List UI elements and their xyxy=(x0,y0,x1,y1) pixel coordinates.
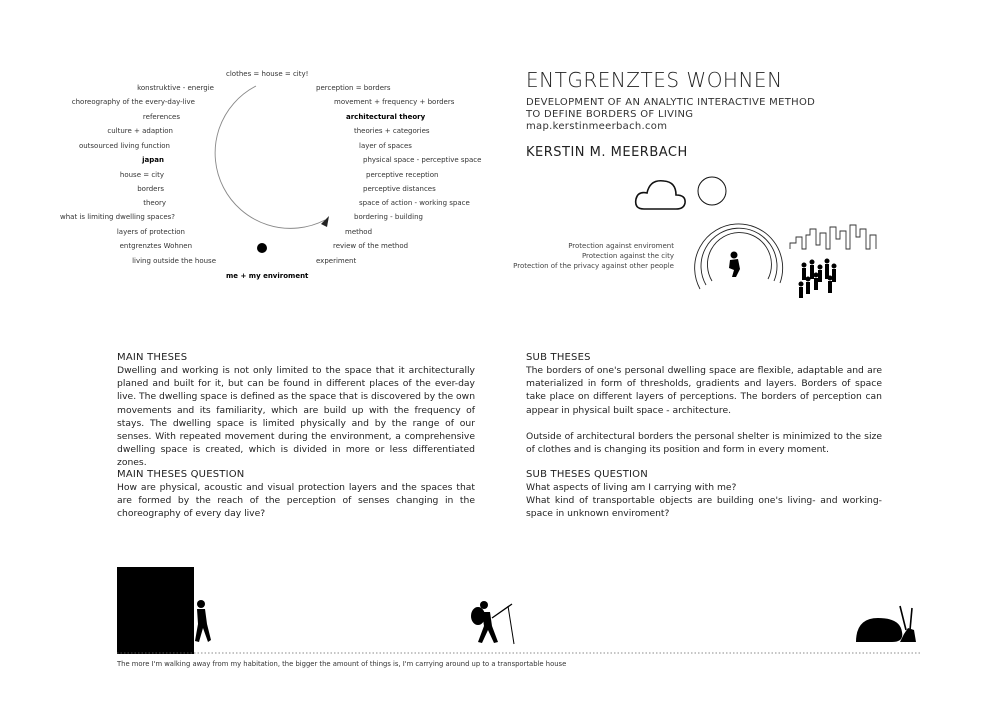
diagram-right-label: architectural theory xyxy=(346,113,426,121)
sun-icon xyxy=(698,177,726,205)
diagram-right-label: layer of spaces xyxy=(359,142,412,150)
project-url: map.kerstinmeerbach.com xyxy=(526,121,668,132)
protection-arcs-icon xyxy=(695,224,783,289)
protection-caption: Protection against enviroment xyxy=(568,242,674,250)
diagram-left-label: living outside the house xyxy=(132,257,216,265)
diagram-left-label: what is limiting dwelling spaces? xyxy=(60,213,175,221)
diagram-left-label: outsourced living function xyxy=(78,142,170,150)
sub-theses-text: The borders of one's personal dwelling space are flexible, adaptable and are materialized in form of thresholds, gradients and layers. Borders of space take place on different layers of perceptions. The borders of perception can appear in physical built space - architecture. xyxy=(526,365,882,416)
main-theses-heading: MAIN THESES xyxy=(117,352,188,363)
sub-theses-heading: SUB THESES xyxy=(526,352,591,363)
protection-caption: Protection against the city xyxy=(581,252,674,260)
diagram-top-label: clothes = house = city! xyxy=(226,70,309,78)
walking-person-icon xyxy=(195,600,211,642)
journey-illustration xyxy=(0,560,1000,660)
subtitle-line: TO DEFINE BORDERS OF LIVING xyxy=(526,109,694,120)
diagram-right-label: perceptive distances xyxy=(363,185,436,193)
page-title: ENTGRENZTES WOHNEN xyxy=(526,68,783,92)
diagram-right-label: perception = borders xyxy=(316,84,391,92)
diagram-left-label: konstruktive - energie xyxy=(137,84,214,92)
sub-theses-question-heading: SUB THESES QUESTION xyxy=(526,469,648,480)
diagram-left-label: entgrenztes Wohnen xyxy=(119,242,192,250)
diagram-left-label: borders xyxy=(137,185,164,193)
diagram-bottom-label: me + my enviroment xyxy=(226,272,309,280)
hiker-icon xyxy=(471,601,514,644)
main-theses-question-text: How are physical, acoustic and visual protection layers and the spaces that are formed by the reach of the perception of senses changing in the choreography of every day live? xyxy=(117,482,475,520)
diagram-right-label: bordering - building xyxy=(354,213,423,221)
me-dot xyxy=(257,243,267,253)
main-theses-text: Dwelling and working is not only limited to the space that it architecturally planed and built for it, but can be found in different places of the ever-day live. The dwelling space is defined as the space that is discovered by the own movements and its familiarity, which are build up with the frequency of stays. The dwelling space is limited physically and by the range of our senses. With repeated movement during the environment, a comprehensive dwelling space is created, which is divided in more or less differentiated zones. xyxy=(117,365,476,469)
bottom-caption: The more I'm walking away from my habitation, the bigger the amount of things is, I'm carrying around up to a transportable house xyxy=(117,660,567,668)
protection-caption: Protection of the privacy against other people xyxy=(513,262,674,270)
diagram-left-label: theory xyxy=(143,199,166,207)
crouching-person-icon xyxy=(729,252,740,278)
diagram-right-label: theories + categories xyxy=(354,127,430,135)
diagram-right-label: physical space - perceptive space xyxy=(363,156,482,164)
author-name: KERSTIN M. MEERBACH xyxy=(526,145,688,160)
diagram-left-label: choreography of the every-day-live xyxy=(71,98,195,106)
diagram-left-label: culture + adaption xyxy=(107,127,173,135)
diagram-left-label: japan xyxy=(142,156,164,164)
sub-theses-question-line: What aspects of living am I carrying with me? xyxy=(526,482,737,493)
diagram-left-label: references xyxy=(142,113,180,121)
crowd-icon xyxy=(799,259,837,299)
cloud-icon xyxy=(636,181,685,209)
diagram-right-label: review of the method xyxy=(333,242,409,250)
sub-theses-question-line: What kind of transportable objects are building one's living- and working-space in unknown enviroment? xyxy=(526,495,882,520)
sub-theses-text: Outside of architectural borders the personal shelter is minimized to the size of clothes and is changing its position and form in every moment. xyxy=(526,431,882,456)
diagram-right-label: space of action - working space xyxy=(359,199,470,207)
diagram-left-label: layers of protection xyxy=(116,228,185,236)
diagram-right-label: experiment xyxy=(316,257,357,265)
skyline-icon xyxy=(790,225,876,249)
snail-icon xyxy=(856,606,916,642)
diagram-right-label: perceptive reception xyxy=(366,171,439,179)
diagram-right-label: method xyxy=(345,228,373,236)
diagram-right-label: movement + frequency + borders xyxy=(334,98,455,106)
protection-illustration xyxy=(630,165,890,305)
diagram-left-label: house = city xyxy=(119,171,164,179)
main-theses-question-heading: MAIN THESES QUESTION xyxy=(117,469,245,480)
cycle-arrow-graphic xyxy=(0,0,500,300)
subtitle-line: DEVELOPMENT OF AN ANALYTIC INTERACTIVE METHOD xyxy=(526,97,816,108)
house-block-icon xyxy=(117,567,194,654)
